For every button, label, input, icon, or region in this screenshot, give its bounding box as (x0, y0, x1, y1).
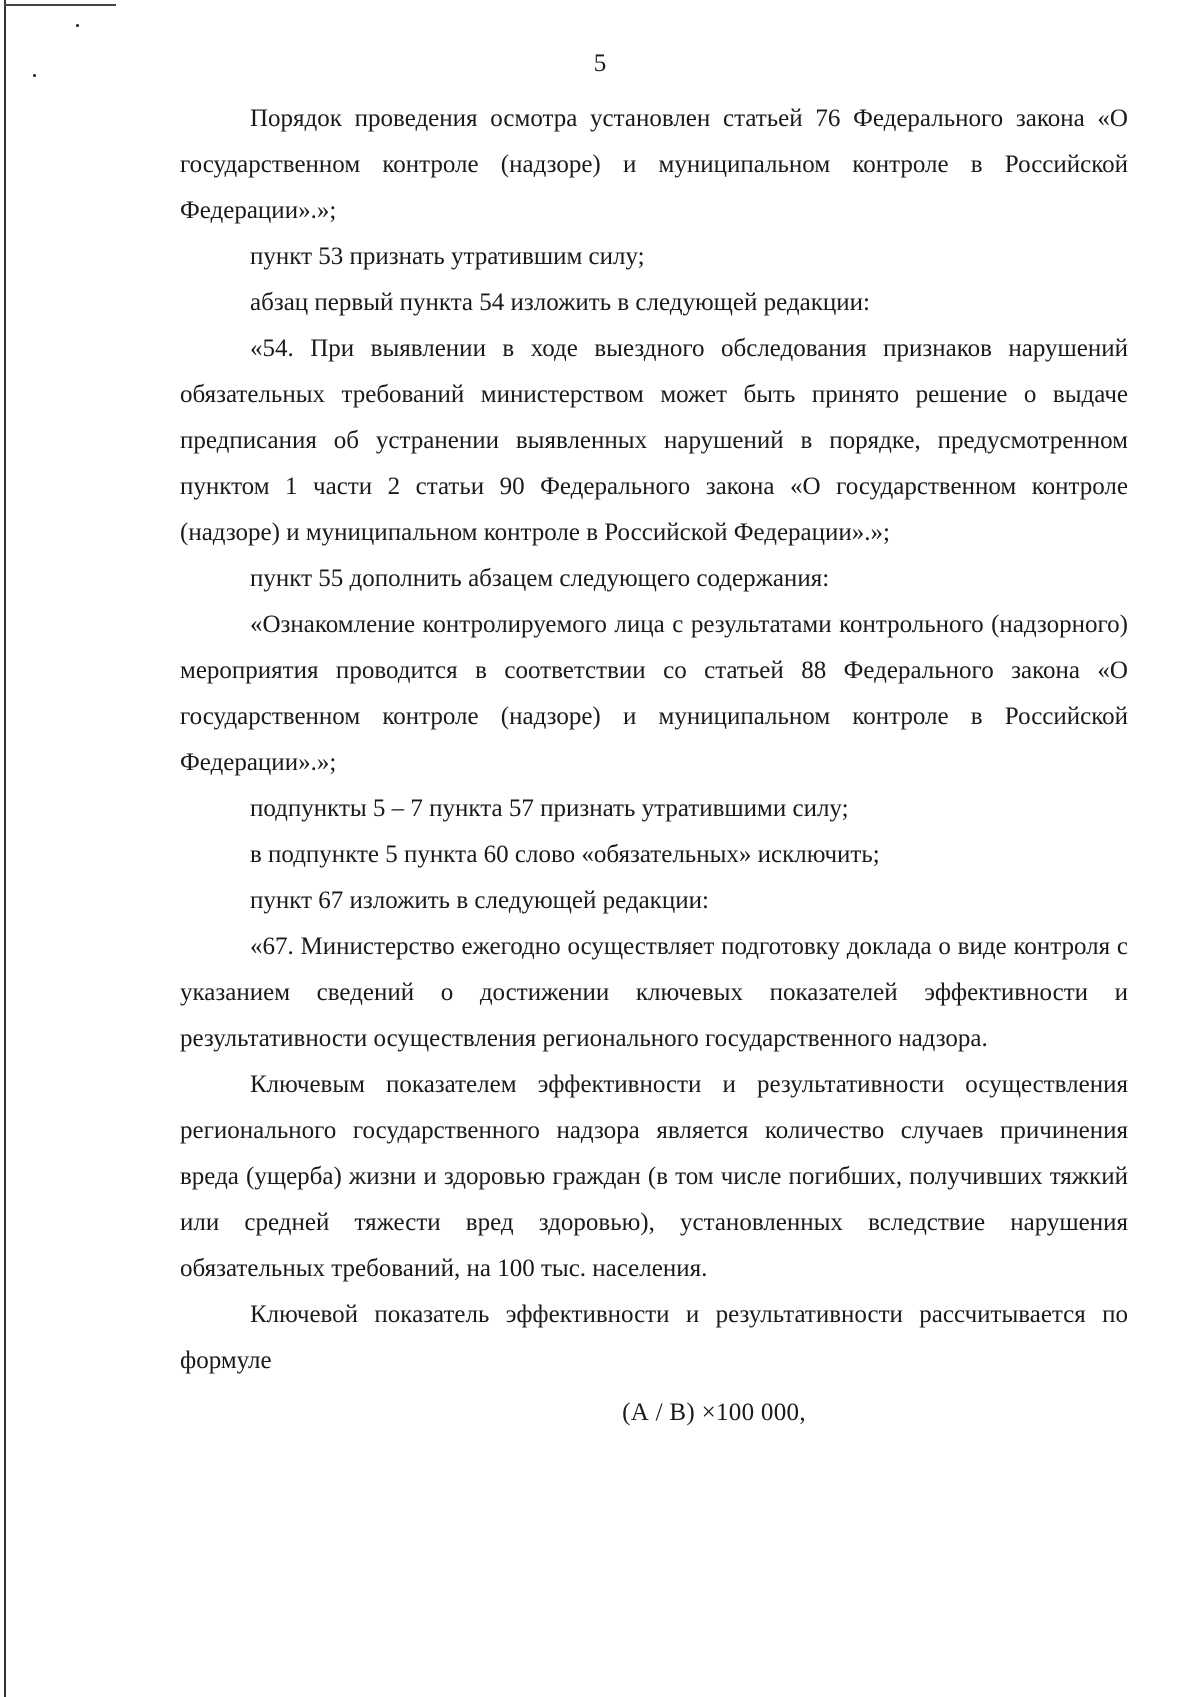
formula: (А / В) ×100 000, (622, 1399, 806, 1426)
scan-speck (76, 24, 79, 27)
paragraph: в подпункте 5 пункта 60 слово «обязательных» исключить; (250, 841, 880, 868)
paragraph: Ключевым показателем эффективности и результативности осуществления регионального государственного надзора является количество случаев причинения вреда (ущерба) жизни и здоровью граждан (в том числе погибших, получивших тяжкий или средней тяжести вред здоровью), установленных вследствие нарушения обязательных требований, на 100 тыс. населения. (180, 1071, 1128, 1282)
paragraph: Ключевой показатель эффективности и результативности рассчитывается по формуле (180, 1301, 1128, 1374)
paragraph: подпункты 5 – 7 пункта 57 признать утратившими силу; (250, 795, 849, 822)
paragraph: Порядок проведения осмотра установлен статьей 76 Федерального закона «О государственном контроле (надзоре) и муниципальном контроле в Российской Федерации».»; (180, 105, 1128, 224)
document-body (180, 96, 1128, 1436)
paragraph: пункт 53 признать утратившим силу; (250, 243, 645, 270)
paragraph: «54. При выявлении в ходе выездного обследования признаков нарушений обязательных требований министерством может быть принято решение о выдаче предписания об устранении выявленных нарушений в порядке, предусмотренном пунктом 1 части 2 статьи 90 Федерального закона «О государственном контроле (надзоре) и муниципальном контроле в Российской Федерации».»; (180, 335, 1128, 546)
paragraph: пункт 67 изложить в следующей редакции: (250, 887, 709, 914)
paragraph: пункт 55 дополнить абзацем следующего содержания: (250, 565, 830, 592)
scan-edge-top (4, 4, 116, 6)
scan-edge-left (4, 0, 6, 1697)
paragraph: абзац первый пункта 54 изложить в следующей редакции: (250, 289, 870, 316)
paragraph: «Ознакомление контролируемого лица с результатами контрольного (надзорного) мероприятия проводится в соответствии со статьей 88 Федерального закона «О государственном контроле (надзоре) и муниципальном контроле в Российской Федерации».»; (180, 611, 1128, 776)
page-number: 5 (593, 50, 607, 77)
paragraph: «67. Министерство ежегодно осуществляет подготовку доклада о виде контроля с указанием сведений о достижении ключевых показателей эффективности и результативности осуществления регионального государственного надзора. (180, 933, 1128, 1052)
